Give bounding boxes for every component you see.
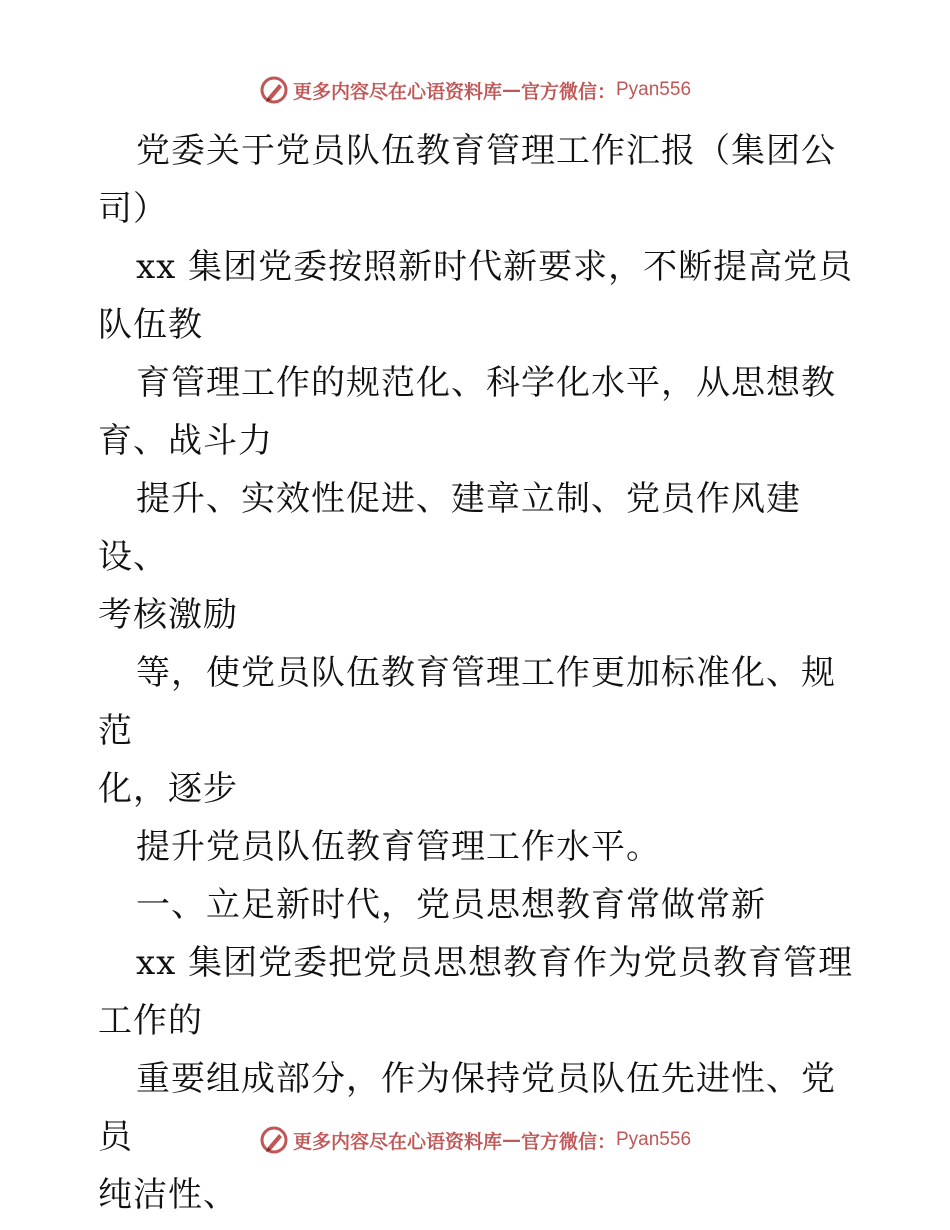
section-heading (98, 876, 858, 934)
line-first: 一、立足新时代，党员思想教育常做常新 (136, 885, 766, 925)
paragraph (98, 354, 858, 470)
banner-wechat-id: Pyan556 (616, 79, 692, 100)
line-continuation: 考核激励 (98, 595, 238, 635)
line-continuation: 司） (98, 189, 168, 229)
paragraph (98, 238, 858, 354)
paragraph (98, 470, 858, 644)
banner-wechat-id: Pyan556 (616, 1129, 692, 1150)
line-first: 提升、实效性促进、建章立制、党员作风建设、 (98, 479, 801, 577)
line-first: 党委关于党员队伍教育管理工作汇报（集团公 (136, 131, 836, 171)
line-continuation: 工作的 (98, 1001, 203, 1041)
line-first: 育管理工作的规范化、科学化水平，从思想教 (136, 363, 836, 403)
document-body (98, 122, 858, 1224)
line-continuation: 育、战斗力 (98, 421, 273, 461)
banner-dash: — (501, 1129, 521, 1151)
line-continuation: 队伍教 (98, 305, 203, 345)
paragraph (98, 644, 858, 818)
line-continuation: 化，逐步 (98, 769, 238, 809)
banner-wechat-label: 官方微信： (520, 1130, 616, 1153)
paragraph (98, 818, 858, 876)
line-first: xx 集团党委把党员思想教育作为党员教育管理 (136, 943, 854, 983)
banner-wechat-label: 官方微信： (520, 80, 616, 103)
footer-banner (0, 1120, 950, 1160)
paragraph-title (98, 122, 858, 238)
pen-logo-icon (259, 75, 289, 105)
line-first: xx 集团党委按照新时代新要求，不断提高党员 (136, 247, 854, 287)
line-first: 重要组成部分，作为保持党员队伍先进性、党员 (98, 1059, 836, 1157)
line-continuation: 纯洁性、 (98, 1175, 238, 1215)
banner-dash: — (501, 79, 521, 101)
banner-title: 更多内容尽在心语资料库 (292, 80, 502, 103)
line-first: 提升党员队伍教育管理工作水平。 (136, 827, 661, 867)
paragraph (98, 934, 858, 1050)
banner-title: 更多内容尽在心语资料库 (292, 1130, 502, 1153)
line-first: 等，使党员队伍教育管理工作更加标准化、规范 (98, 653, 836, 751)
pen-logo-icon (259, 1125, 289, 1155)
header-banner (0, 70, 950, 110)
